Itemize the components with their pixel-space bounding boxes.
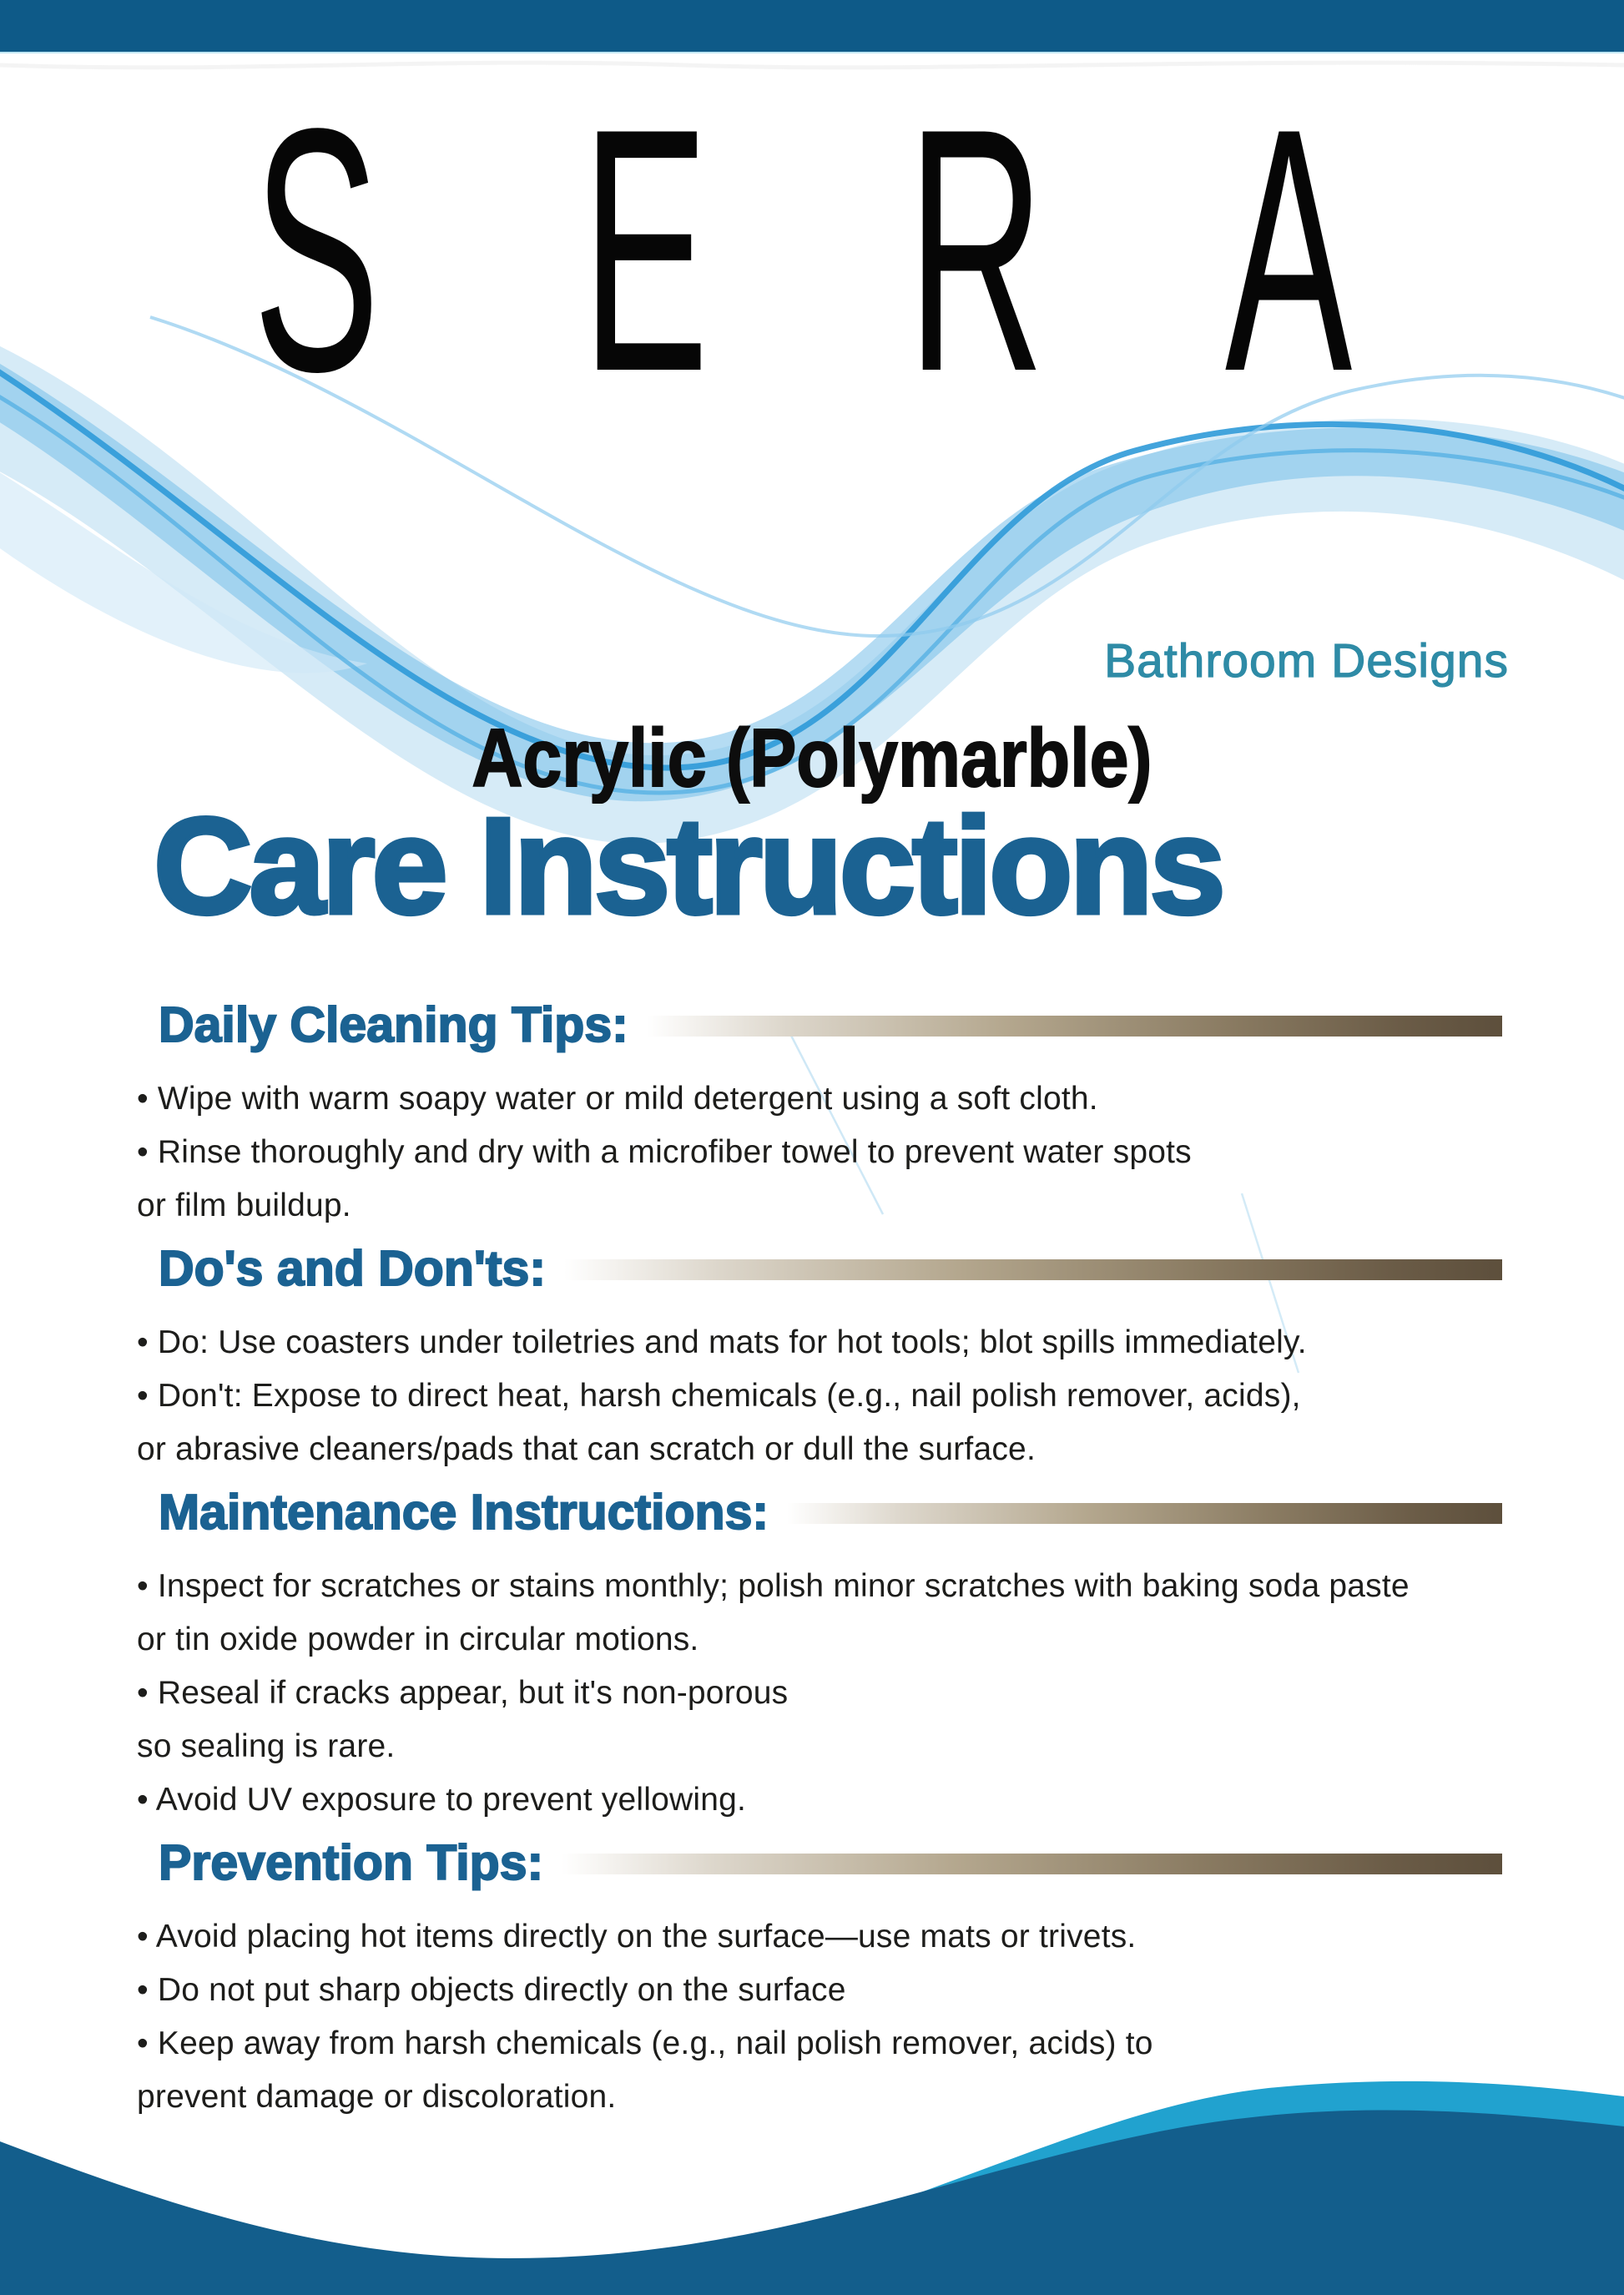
bullet-line: • Keep away from harsh chemicals (e.g., nail polish remover, acids) to <box>137 2025 1153 2061</box>
bullet-line: or film buildup. <box>137 1188 351 1223</box>
bullet-line: • Wipe with warm soapy water or mild detergent using a soft cloth. <box>137 1081 1098 1117</box>
section-heading: Maintenance Instructions: <box>159 1485 769 1540</box>
brand-letter-r: R <box>907 56 1045 443</box>
heading-gradient-rule <box>562 1854 1502 1874</box>
bullet-line: or tin oxide powder in circular motions. <box>137 1622 699 1657</box>
section-heading-row <box>137 1483 1502 1541</box>
bullet-line: • Do not put sharp objects directly on the surface <box>137 1972 846 2008</box>
heading-gradient-rule <box>787 1503 1502 1524</box>
section-heading-row <box>137 1239 1502 1298</box>
footer-wave-dark <box>0 2110 1624 2295</box>
bullet-line: • Rinse thoroughly and dry with a microfiber towel to prevent water spots <box>137 1134 1192 1170</box>
bullet-line: • Avoid placing hot items directly on the surface—use mats or trivets. <box>137 1919 1137 1955</box>
section-heading: Do's and Don'ts: <box>159 1241 546 1296</box>
bullet-line: so sealing is rare. <box>137 1728 396 1764</box>
section-heading-row <box>137 1833 1502 1892</box>
bullet-line: prevent damage or discoloration. <box>137 2079 617 2115</box>
brand-letter-a: A <box>1225 56 1353 443</box>
section-prevention <box>137 1833 1502 2124</box>
section-maintenance <box>137 1483 1502 1827</box>
bullet-line: • Inspect for scratches or stains monthly; polish minor scratches with baking soda paste <box>137 1568 1410 1604</box>
section-heading: Prevention Tips: <box>159 1835 544 1890</box>
heading-gradient-rule <box>564 1259 1502 1280</box>
section-heading-row <box>137 996 1502 1054</box>
bullet-line: • Avoid UV exposure to prevent yellowing. <box>137 1782 747 1818</box>
bullet-line: • Don't: Expose to direct heat, harsh chemicals (e.g., nail polish remover, acids), <box>137 1378 1301 1414</box>
section-dos-donts <box>137 1239 1502 1476</box>
bullet-line: • Reseal if cracks appear, but it's non-porous <box>137 1675 789 1711</box>
bullet-line: • Do: Use coasters under toiletries and mats for hot tools; blot spills immediately. <box>137 1324 1307 1360</box>
page-title: Care Instructions <box>154 789 1223 942</box>
heading-gradient-rule <box>647 1016 1502 1037</box>
material-subtitle: Acrylic (Polymarble) <box>472 712 1152 804</box>
section-daily-cleaning <box>137 996 1502 1233</box>
brand-letter-s: S <box>253 56 381 443</box>
brand-logo <box>0 0 1624 443</box>
instruction-sections <box>137 971 1502 2124</box>
section-heading: Daily Cleaning Tips: <box>159 997 628 1052</box>
brand-letter-e: E <box>582 56 709 443</box>
brand-tagline: Bathroom Designs <box>1104 634 1509 688</box>
bullet-line: or abrasive cleaners/pads that can scratch or dull the surface. <box>137 1431 1036 1467</box>
